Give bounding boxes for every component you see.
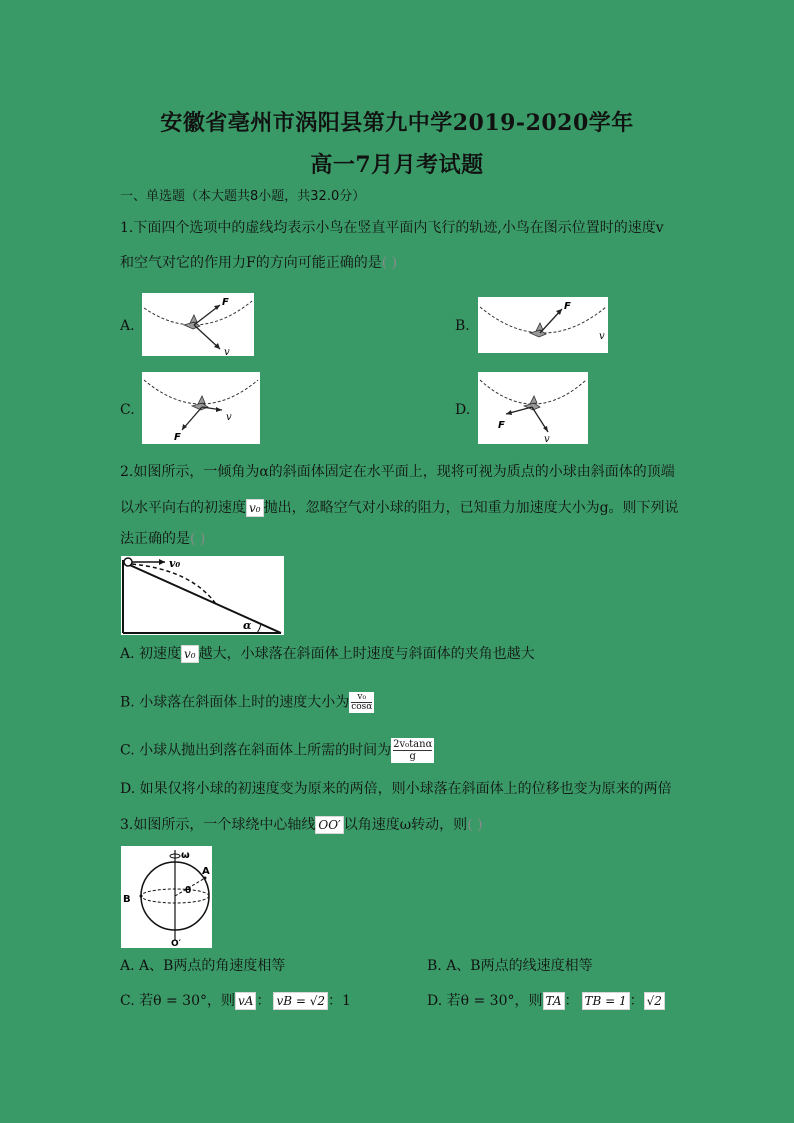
q2-incline-figure — [121, 556, 284, 635]
q3-option-c: C. 若θ = 30°，则 vA ： vB = √2 ：1 — [120, 993, 351, 1009]
force-label: F — [222, 297, 229, 308]
q3-option-d-text-a: D. 若θ = 30°，则 — [427, 993, 543, 1009]
q1-option-a-label: A. — [120, 318, 135, 334]
q2-option-a-v0: v₀ — [181, 645, 199, 663]
point-b-label: B — [123, 894, 131, 905]
v0-label: v₀ — [169, 557, 181, 570]
point-a-label: A — [202, 866, 210, 877]
q2-stem-text-b: 抛出，忽略空气对小球的阻力，已知重力加速度大小为g。则下列说 — [263, 500, 679, 516]
q2-stem-text-c: 法正确的是 — [120, 531, 190, 547]
q3-option-d-ratio: TB = 1 — [582, 992, 630, 1010]
q1-option-c-label: C. — [120, 402, 135, 418]
q1-stem-line2 — [120, 254, 397, 272]
section-heading: 一、单选题（本大题共8小题，共32.0分） — [120, 189, 366, 204]
velocity-label: v — [544, 434, 550, 444]
q3-answer-bracket: ( ) — [467, 817, 483, 833]
q3-stem-text-a: 3.如图所示，一个球绕中心轴线 — [120, 817, 316, 833]
q1-stem-line1: 1.下面四个选项中的虚线均表示小鸟在竖直平面内飞行的轨迹,小鸟在图示位置时的速度v — [120, 220, 664, 236]
q3-option-c-text-b: ：1 — [328, 993, 351, 1009]
q2-stem-line1: 2.如图所示，一倾角为α的斜面体固定在水平面上，现将可视为质点的小球由斜面体的顶端 — [120, 464, 675, 480]
q3-option-d: D. 若θ = 30°，则 TA ： TB = 1 ： √2 — [427, 992, 665, 1010]
q1-option-b-label: B. — [455, 318, 470, 334]
force-label: F — [564, 301, 571, 312]
q2-stem-text-a: 以水平向右的初速度 — [120, 500, 246, 516]
q2-option-a — [120, 645, 535, 663]
page-title: 安徽省亳州市涡阳县第九中学2019-2020学年 — [160, 110, 634, 136]
q2-option-c-fraction — [391, 738, 434, 763]
q2-v0-symbol: v₀ — [246, 499, 264, 517]
q2-stem-line3 — [120, 530, 205, 548]
q2-option-d: D. 如果仅将小球的初速度变为原来的两倍，则小球落在斜面体上的位移也变为原来的两倍 — [120, 781, 672, 797]
q1-figure-b — [478, 297, 608, 353]
velocity-label: v — [226, 412, 232, 423]
q2-option-b-fraction — [349, 692, 374, 713]
page-subtitle: 高一7月月考试题 — [310, 152, 484, 178]
q3-option-a: A. A、B两点的角速度相等 — [120, 958, 286, 974]
fraction-numerator: v₀ — [351, 693, 372, 703]
force-label: F — [174, 432, 181, 443]
q1-answer-bracket: ( ) — [381, 255, 398, 271]
fraction-denominator: cosα — [351, 702, 373, 712]
q3-option-d-text-b: ： — [629, 993, 644, 1009]
q1-figure-d — [478, 372, 588, 444]
q2-option-c — [120, 738, 434, 763]
velocity-label: v — [224, 347, 230, 356]
fraction-denominator: g — [409, 751, 416, 762]
q2-option-b-text: B. 小球落在斜面体上时的速度大小为 — [120, 694, 350, 711]
q3-sphere-figure — [121, 846, 212, 948]
force-label: F — [498, 420, 505, 431]
q1-option-d-label: D. — [455, 402, 471, 418]
axis-o-label: O′ — [171, 939, 182, 948]
q2-option-c-text: C. 小球从抛出到落在斜面体上所需的时间为 — [120, 742, 392, 759]
q3-option-c-text-a: C. 若θ = 30°，则 — [120, 993, 235, 1009]
q3-stem — [120, 816, 483, 834]
q3-option-c-ratio: vB = √2 — [273, 992, 328, 1010]
q3-option-c-va: vA — [235, 992, 256, 1010]
q3-axis-symbol: OO′ — [315, 816, 343, 834]
q1-figure-a — [142, 293, 254, 356]
q1-stem-text: 和空气对它的作用力F的方向可能正确的是 — [120, 255, 382, 271]
q3-stem-text-b: 以角速度ω转动，则 — [343, 817, 468, 833]
q3-option-d-sqrt: √2 — [644, 992, 665, 1010]
q2-option-b — [120, 692, 374, 713]
q2-option-a-text-a: A. 初速度 — [120, 646, 182, 662]
q1-figure-c — [142, 372, 260, 444]
q3-option-d-ta: TA — [543, 992, 565, 1010]
q2-stem-line2 — [120, 499, 679, 517]
ball-icon — [124, 558, 132, 566]
omega-label: ω — [181, 850, 190, 861]
alpha-label: α — [243, 619, 252, 632]
velocity-label: v — [599, 331, 605, 342]
theta-label: θ — [185, 886, 192, 896]
q2-answer-bracket: ( ) — [190, 531, 206, 547]
q2-option-a-text-b: 越大，小球落在斜面体上时速度与斜面体的夹角也越大 — [198, 646, 535, 662]
fraction-numerator: 2v₀tanα — [393, 739, 433, 750]
q3-option-b: B. A、B两点的线速度相等 — [427, 958, 593, 974]
